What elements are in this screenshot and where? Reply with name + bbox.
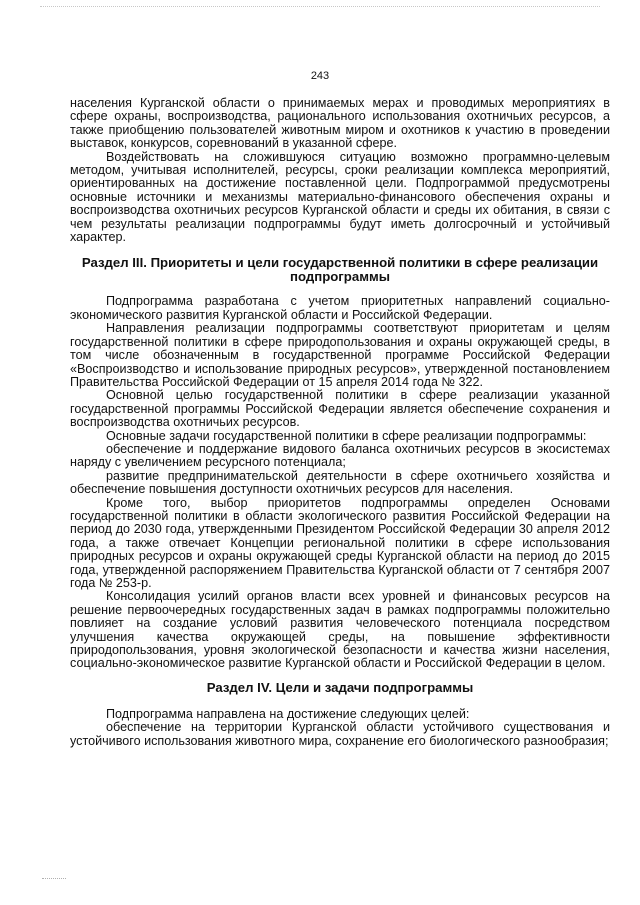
paragraph: Кроме того, выбор приоритетов подпрограммы определен Основами государственной политики в области экологического развития Российской Федерации на период до 2030 года, утвержденными Президентом Российской Федерации 30 апреля 2012 года, а также отвечает Концепции региональной политики в сфере использования природных ресурсов и охраны окружающей среды Курганской области на период до 2015 года, утвержденной распоряжением Правительства Курганской области от 7 сентября 2007 года № 253-р. xyxy=(70,495,610,590)
document-body xyxy=(70,97,610,748)
paragraph: населения Курганской области о принимаемых мерах и проводимых мероприятиях в сфере охраны, воспроизводства, рационального использования охотничьих ресурсов, а также приобщению пользователей животным миром и охотников к участию в проведении выставок, конкурсов, соревнований в указанной сфере. xyxy=(70,96,610,151)
paragraph: Подпрограмма направлена на достижение следующих целей: xyxy=(106,706,470,721)
list-item: обеспечение на территории Курганской области устойчивого существования и устойчивого использования животного мира, сохранение его биологического разнообразия; xyxy=(70,720,610,748)
paragraph: Воздействовать на сложившуюся ситуацию возможно программно-целевым методом, учитывая исполнителей, ресурсы, сроки реализации комплекса мероприятий, ориентированных на достижение поставленной цели. Подпрограммой предусмотрены основные источники и механизмы материально-финансового обеспечения охраны и воспроизводства охотничьих ресурсов Курганской области и среды их обитания, в связи с чем результаты реализации подпрограммы будут иметь долгосрочный и устойчивый характер. xyxy=(70,149,610,245)
list-item: обеспечение и поддержание видового баланса охотничьих ресурсов в экосистемах наряду с увеличением ресурсного потенциала; xyxy=(70,441,610,470)
scan-artifact-bottom xyxy=(42,878,66,879)
paragraph: Основной целью государственной политики в сфере реализации указанной государственной программы Российской Федерации является обеспечение сохранения и воспроизводства охотничьих ресурсов. xyxy=(70,388,610,430)
paragraph: Консолидация усилий органов власти всех уровней и финансовых ресурсов на решение первоочередных государственных задач в рамках подпрограммы положительно повлияет на создание условий развития человеческого потенциала посредством улучшения качества окружающей среды, на повышение эффективности природопользования, уровня экологической безопасности и качества жизни населения, социально-экономическое развитие Курганской области и Российской Федерации в целом. xyxy=(70,589,610,671)
page-number: 243 xyxy=(310,70,330,82)
scan-artifact-top xyxy=(40,6,600,8)
paragraph: Направления реализации подпрограммы соответствуют приоритетам и целям государственной политики в сфере природопользования и охраны окружающей среды, в том числе обозначенным в государственной программе Российской Федерации «Воспроизводство и использование природных ресурсов», утвержденной постановлением Правительства Российской Федерации от 15 апреля 2014 года № 322. xyxy=(70,321,610,389)
paragraph: Основные задачи государственной политики в сфере реализации подпрограммы: xyxy=(106,428,587,443)
paragraph: Подпрограмма разработана с учетом приоритетных направлений социально-экономического развития Курганской области и Российской Федерации. xyxy=(70,294,610,322)
list-item: развитие предпринимательской деятельности в сфере охотничьего хозяйства и обеспечение повышения доступности охотничьих ресурсов для населения. xyxy=(70,468,610,497)
section-4-heading: Раздел IV. Цели и задачи подпрограммы xyxy=(206,679,474,695)
section-3-heading: Раздел III. Приоритеты и цели государственной политики в сфере реализации подпрограммы xyxy=(81,255,599,285)
